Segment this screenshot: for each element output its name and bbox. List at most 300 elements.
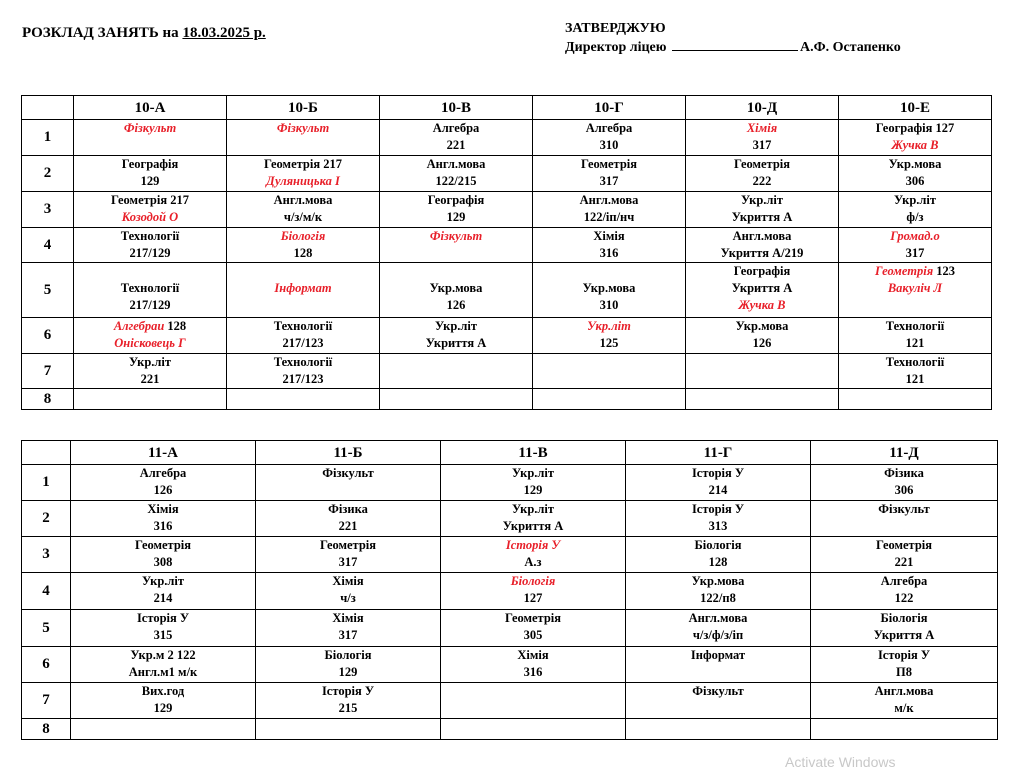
lesson-line: [533, 137, 685, 154]
lesson-line: [227, 120, 379, 137]
lesson-text: Фізкульт: [692, 684, 744, 698]
lesson-text: 310: [599, 298, 619, 312]
lesson-text: Англ.мова: [688, 611, 748, 625]
lesson-line: [256, 465, 440, 482]
lesson-text: 125: [599, 336, 619, 350]
lesson-line: [441, 590, 625, 607]
lesson-text: Англ.мова: [874, 684, 934, 698]
lesson-line: [227, 173, 379, 190]
table-row: [22, 354, 992, 389]
lesson-cell: [74, 354, 227, 389]
lesson-text: ч/з/м/к: [283, 210, 323, 224]
lesson-line: [74, 263, 226, 280]
lesson-line: [626, 573, 810, 590]
lesson-text: Геометрія: [319, 538, 377, 552]
lesson-line: [686, 209, 838, 226]
lesson-line: [380, 156, 532, 173]
lesson-cell: [380, 318, 533, 354]
lesson-line: [256, 537, 440, 554]
lesson-text: Фізкульт: [322, 466, 374, 480]
lesson-cell: [626, 610, 811, 647]
lesson-text: 306: [894, 483, 914, 497]
lesson-cell: [227, 228, 380, 263]
lesson-line: [811, 537, 997, 554]
lesson-line: [839, 156, 991, 173]
lesson-cell: [256, 647, 441, 683]
lesson-line: [74, 371, 226, 388]
lesson-number: 1: [22, 120, 74, 156]
lesson-line: [71, 647, 255, 664]
lesson-line: [626, 610, 810, 627]
lesson-text: Укр.літ: [511, 466, 555, 480]
lesson-line: [839, 245, 991, 262]
lesson-line: [533, 156, 685, 173]
lesson-line: [686, 280, 838, 297]
lesson-line: [227, 209, 379, 226]
lesson-line: [533, 297, 685, 314]
teacher-or-subject-highlight: Дуляницька І: [266, 174, 340, 188]
lesson-cell: [533, 228, 686, 263]
lesson-text: 128: [164, 319, 187, 333]
lesson-cell: [811, 610, 998, 647]
lesson-line: [380, 280, 532, 297]
lesson-cell: [839, 263, 992, 318]
lesson-text: Географія: [733, 264, 791, 278]
lesson-line: [839, 192, 991, 209]
teacher-or-subject-highlight: Геометрія: [874, 264, 934, 278]
lesson-cell: [380, 120, 533, 156]
lesson-text: Укриття А: [873, 628, 935, 642]
lesson-text: 122/іп/нч: [583, 210, 635, 224]
teacher-or-subject-highlight: Інформат: [274, 281, 332, 295]
lesson-number: 6: [22, 647, 71, 683]
lesson-line: [71, 518, 255, 535]
lesson-text: Укр.літ: [740, 193, 784, 207]
lesson-text: Геометрія: [733, 157, 791, 171]
lesson-text: Технології: [120, 281, 180, 295]
lesson-cell: [441, 610, 626, 647]
lesson-line: [441, 465, 625, 482]
lesson-line: [441, 501, 625, 518]
lesson-cell: [74, 156, 227, 192]
lesson-cell: [380, 156, 533, 192]
lesson-line: [256, 554, 440, 571]
lesson-text: 308: [153, 555, 173, 569]
lesson-line: [626, 683, 810, 700]
lesson-text: Англ.мова: [426, 157, 486, 171]
teacher-or-subject-highlight: Історія У: [505, 538, 561, 552]
lesson-cell: [227, 389, 380, 410]
lesson-cell: [441, 683, 626, 719]
lesson-line: [441, 664, 625, 681]
lesson-cell: [256, 465, 441, 501]
lesson-text: 315: [153, 628, 173, 642]
lesson-line: [839, 318, 991, 335]
lesson-cell: [227, 354, 380, 389]
lesson-line: [227, 318, 379, 335]
lesson-cell: [626, 537, 811, 573]
lesson-cell: [441, 573, 626, 610]
lesson-text: 306: [905, 174, 925, 188]
lesson-line: [626, 501, 810, 518]
lesson-cell: [686, 263, 839, 318]
lesson-line: [380, 173, 532, 190]
lesson-line: [441, 647, 625, 664]
lesson-line: [256, 590, 440, 607]
lesson-line: [626, 465, 810, 482]
class-header: 11-Б: [256, 441, 441, 465]
lesson-line: [839, 120, 991, 137]
lesson-text: 317: [752, 138, 772, 152]
lesson-text: 129: [140, 174, 160, 188]
lesson-cell: [839, 228, 992, 263]
lesson-text: Укр.мова: [582, 281, 636, 295]
lesson-line: [71, 482, 255, 499]
lesson-number: 7: [22, 683, 71, 719]
lesson-line: [227, 280, 379, 297]
lesson-line: [71, 610, 255, 627]
lesson-number: 4: [22, 573, 71, 610]
lesson-line: [626, 554, 810, 571]
corner-cell: [22, 96, 74, 120]
lesson-line: [811, 590, 997, 607]
lesson-text: 215: [338, 701, 358, 715]
lesson-text: Укриття А: [731, 281, 793, 295]
lesson-cell: [256, 610, 441, 647]
lesson-line: [533, 192, 685, 209]
lesson-text: Геометрія: [875, 538, 933, 552]
lesson-line: [533, 245, 685, 262]
lesson-line: [227, 156, 379, 173]
lesson-line: [811, 627, 997, 644]
lesson-line: [839, 173, 991, 190]
lesson-number: 3: [22, 537, 71, 573]
lesson-text: Історія У: [877, 648, 931, 662]
lesson-text: Технології: [120, 229, 180, 243]
lesson-line: [380, 192, 532, 209]
teacher-or-subject-highlight: Фізкульт: [276, 121, 330, 135]
lesson-line: [74, 192, 226, 209]
table-header-row: [22, 441, 998, 465]
lesson-text: ф/з: [906, 210, 924, 224]
table-row: [22, 537, 998, 573]
lesson-text: ч/з: [340, 591, 356, 605]
lesson-cell: [533, 389, 686, 410]
lesson-line: [686, 263, 838, 280]
lesson-text: Алгебра: [585, 121, 633, 135]
lesson-line: [227, 192, 379, 209]
lesson-text: Англ.м1 м/к: [128, 665, 198, 679]
lesson-text: 214: [153, 591, 173, 605]
lesson-number: 6: [22, 318, 74, 354]
table-row: [22, 156, 992, 192]
lesson-line: [626, 518, 810, 535]
lesson-line: [626, 590, 810, 607]
lesson-line: [71, 664, 255, 681]
table-row: [22, 465, 998, 501]
lesson-text: Укр.літ: [511, 502, 555, 516]
lesson-text: Історія У: [691, 466, 745, 480]
lesson-line: [74, 335, 226, 352]
lesson-cell: [533, 263, 686, 318]
teacher-or-subject-highlight: Фізкульт: [123, 121, 177, 135]
table-row: [22, 389, 992, 410]
lesson-cell: [380, 263, 533, 318]
table-row: [22, 683, 998, 719]
lesson-line: [839, 280, 991, 297]
lesson-cell: [686, 192, 839, 228]
lesson-cell: [71, 537, 256, 573]
lesson-line: [441, 573, 625, 590]
lesson-text: Інформат: [690, 648, 746, 662]
lesson-line: [380, 263, 532, 280]
lesson-number: 7: [22, 354, 74, 389]
lesson-line: [441, 518, 625, 535]
lesson-text: 305: [523, 628, 543, 642]
lesson-text: 126: [446, 298, 466, 312]
lesson-cell: [71, 647, 256, 683]
lesson-line: [811, 482, 997, 499]
lesson-cell: [533, 318, 686, 354]
lesson-text: Геометрія: [580, 157, 638, 171]
lesson-cell: [686, 389, 839, 410]
table-row: [22, 719, 998, 740]
lesson-line: [839, 137, 991, 154]
class-header: 10-В: [380, 96, 533, 120]
lesson-line: [626, 482, 810, 499]
lesson-line: [71, 501, 255, 518]
lesson-number: 2: [22, 501, 71, 537]
lesson-cell: [380, 389, 533, 410]
lesson-line: [811, 554, 997, 571]
lesson-text: 221: [894, 555, 914, 569]
lesson-line: [686, 335, 838, 352]
lesson-cell: [441, 465, 626, 501]
lesson-line: [380, 137, 532, 154]
table-row: [22, 573, 998, 610]
lesson-cell: [256, 501, 441, 537]
lesson-line: [626, 647, 810, 664]
lesson-text: Геометрія 217: [264, 157, 342, 171]
lesson-text: Хімія: [332, 574, 364, 588]
lesson-text: А.з: [524, 555, 542, 569]
lesson-text: П8: [896, 665, 912, 679]
lesson-text: Вих.год: [141, 684, 185, 698]
lesson-text: 214: [708, 483, 728, 497]
class-header: 10-Е: [839, 96, 992, 120]
lesson-cell: [256, 719, 441, 740]
lesson-line: [74, 245, 226, 262]
lesson-line: [811, 573, 997, 590]
class-header: 11-А: [71, 441, 256, 465]
lesson-cell: [626, 683, 811, 719]
lesson-text: Геометрія: [134, 538, 192, 552]
teacher-or-subject-highlight: Онісковець Г: [114, 336, 186, 350]
lesson-line: [256, 573, 440, 590]
lesson-text: Англ.мова: [579, 193, 639, 207]
lesson-text: Англ.мова: [732, 229, 792, 243]
lesson-cell: [74, 389, 227, 410]
lesson-line: [380, 297, 532, 314]
lesson-text: 129: [446, 210, 466, 224]
teacher-or-subject-highlight: Громад.о: [890, 229, 940, 243]
lesson-cell: [227, 120, 380, 156]
lesson-line: [256, 627, 440, 644]
lesson-line: [626, 627, 810, 644]
lesson-line: [227, 371, 379, 388]
lesson-cell: [74, 263, 227, 318]
teacher-or-subject-highlight: Хімія: [746, 121, 778, 135]
lesson-text: ч/з/ф/з/іп: [692, 628, 744, 642]
lesson-line: [71, 590, 255, 607]
lesson-line: [811, 700, 997, 717]
lesson-cell: [441, 719, 626, 740]
lesson-line: [380, 120, 532, 137]
lesson-text: Хімія: [147, 502, 179, 516]
teacher-or-subject-highlight: Біологія: [280, 229, 326, 243]
lesson-line: [626, 537, 810, 554]
table-row: [22, 263, 992, 318]
lesson-text: 221: [140, 372, 160, 386]
lesson-line: [71, 683, 255, 700]
lesson-line: [227, 263, 379, 280]
lesson-line: [811, 664, 997, 681]
lesson-text: 221: [338, 519, 358, 533]
lesson-text: Укр.літ: [141, 574, 185, 588]
lesson-cell: [71, 719, 256, 740]
lesson-cell: [686, 156, 839, 192]
lesson-text: Географія: [427, 193, 485, 207]
class-header: 11-В: [441, 441, 626, 465]
lesson-number: 2: [22, 156, 74, 192]
lesson-cell: [74, 120, 227, 156]
lesson-cell: [811, 501, 998, 537]
lesson-line: [686, 120, 838, 137]
director-name: А.Ф. Остапенко: [799, 40, 901, 55]
lesson-line: [441, 482, 625, 499]
lesson-line: [74, 156, 226, 173]
lesson-text: Укр.літ: [128, 355, 172, 369]
table-row: [22, 610, 998, 647]
lesson-line: [74, 209, 226, 226]
lesson-line: [256, 700, 440, 717]
lesson-text: Технології: [885, 355, 945, 369]
lesson-text: 221: [446, 138, 466, 152]
lesson-line: [441, 610, 625, 627]
lesson-line: [839, 354, 991, 371]
lesson-text: Фізкульт: [878, 502, 930, 516]
lesson-text: Укр.мова: [691, 574, 745, 588]
lesson-cell: [811, 719, 998, 740]
lesson-cell: [227, 156, 380, 192]
lesson-text: Хімія: [593, 229, 625, 243]
lesson-line: [74, 173, 226, 190]
lesson-cell: [839, 354, 992, 389]
director-line: [565, 38, 901, 57]
schedule-title: [22, 25, 266, 42]
lesson-line: [380, 209, 532, 226]
lesson-cell: [71, 501, 256, 537]
lesson-cell: [380, 354, 533, 389]
lesson-text: 313: [708, 519, 728, 533]
lesson-text: Укриття А: [425, 336, 487, 350]
lesson-text: Географія: [121, 157, 179, 171]
lesson-cell: [686, 228, 839, 263]
lesson-line: [74, 354, 226, 371]
lesson-text: 316: [153, 519, 173, 533]
lesson-text: 123: [933, 264, 956, 278]
lesson-line: [71, 465, 255, 482]
teacher-or-subject-highlight: Алгебраи: [113, 319, 165, 333]
lesson-cell: [533, 192, 686, 228]
lesson-line: [71, 627, 255, 644]
lesson-text: м/к: [894, 701, 914, 715]
lesson-text: Біологія: [694, 538, 742, 552]
lesson-text: 217/123: [282, 336, 324, 350]
lesson-text: Укр.м 2 122: [130, 648, 196, 662]
lesson-cell: [626, 465, 811, 501]
lesson-text: Алгебра: [139, 466, 187, 480]
lesson-line: [256, 683, 440, 700]
lesson-line: [839, 228, 991, 245]
lesson-text: Укр.літ: [893, 193, 937, 207]
lesson-cell: [256, 537, 441, 573]
lesson-number: 4: [22, 228, 74, 263]
lesson-text: Укр.мова: [735, 319, 789, 333]
lesson-text: Укриття А/219: [720, 246, 804, 260]
lesson-cell: [626, 719, 811, 740]
lesson-line: [533, 173, 685, 190]
lesson-cell: [533, 120, 686, 156]
lesson-cell: [839, 318, 992, 354]
lesson-cell: [811, 537, 998, 573]
lesson-text: Технології: [273, 319, 333, 333]
class-header: 10-Д: [686, 96, 839, 120]
lesson-cell: [74, 228, 227, 263]
lesson-line: [686, 156, 838, 173]
lesson-text: 128: [293, 246, 313, 260]
table-row: [22, 120, 992, 156]
lesson-cell: [71, 610, 256, 647]
lesson-cell: [227, 263, 380, 318]
activation-watermark: Activate Windows: [785, 754, 896, 770]
lesson-line: [811, 647, 997, 664]
lesson-line: [74, 318, 226, 335]
teacher-or-subject-highlight: Жучка В: [738, 298, 786, 312]
table-row: [22, 501, 998, 537]
lesson-text: Укр.мова: [429, 281, 483, 295]
lesson-cell: [839, 156, 992, 192]
lesson-cell: [686, 120, 839, 156]
lesson-text: 129: [523, 483, 543, 497]
lesson-text: Географія 127: [875, 121, 955, 135]
class-header: 10-Г: [533, 96, 686, 120]
schedule-table-10: [21, 95, 992, 410]
lesson-line: [380, 335, 532, 352]
schedule-table-11: [21, 440, 998, 740]
schedule-date: 18.03.2025 р.: [182, 25, 266, 41]
lesson-cell: [441, 537, 626, 573]
lesson-text: 316: [599, 246, 619, 260]
lesson-text: 128: [708, 555, 728, 569]
lesson-line: [686, 173, 838, 190]
director-label: Директор ліцею: [565, 40, 667, 55]
table-row: [22, 647, 998, 683]
lesson-text: Біологія: [880, 611, 928, 625]
lesson-line: [686, 318, 838, 335]
lesson-text: 317: [599, 174, 619, 188]
lesson-cell: [533, 156, 686, 192]
